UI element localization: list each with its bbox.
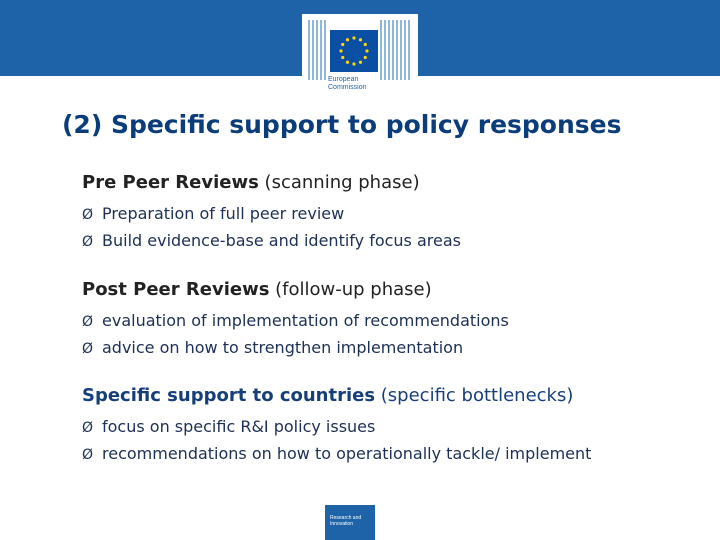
bullet-item <box>82 307 509 334</box>
section-heading <box>82 172 461 193</box>
logo-text-line1: European <box>328 76 359 83</box>
section-heading-rest: (scanning phase) <box>258 172 420 193</box>
logo-text <box>328 76 398 92</box>
eu-star-icon <box>341 56 344 59</box>
eu-star-icon <box>364 43 367 46</box>
bullet-list <box>82 413 591 467</box>
eu-star-icon <box>364 56 367 59</box>
section-heading-rest: (follow-up phase) <box>269 279 432 300</box>
section-heading <box>82 385 591 406</box>
bullet-text: evaluation of implementation of recommendations <box>102 311 509 330</box>
section-heading-bold: Post Peer Reviews <box>82 279 270 300</box>
section-heading <box>82 279 509 300</box>
eu-flag-icon <box>330 30 378 72</box>
section-heading-bold: Specific support to countries <box>82 385 376 406</box>
arrow-bullet-icon: Ø <box>82 420 94 436</box>
logo-stripes-right <box>380 20 412 80</box>
bullet-list <box>82 200 461 254</box>
eu-star-icon <box>359 38 362 41</box>
eu-star-icon <box>352 36 355 39</box>
eu-stars-icon <box>330 30 378 72</box>
research-innovation-tag <box>325 505 375 540</box>
footer-tag-text <box>330 515 361 527</box>
bullet-text: Build evidence-base and identify focus areas <box>102 231 461 250</box>
bullet-item <box>82 334 509 361</box>
bullet-list <box>82 307 509 361</box>
section-pre-peer-reviews <box>82 172 461 254</box>
arrow-bullet-icon: Ø <box>82 234 94 250</box>
eu-star-icon <box>346 38 349 41</box>
arrow-bullet-icon: Ø <box>82 341 94 357</box>
bullet-item <box>82 440 591 467</box>
logo-stripes-left <box>308 20 328 80</box>
eu-star-icon <box>365 49 368 52</box>
section-heading-bold: Pre Peer Reviews <box>82 172 259 193</box>
arrow-bullet-icon: Ø <box>82 447 94 463</box>
bullet-text: advice on how to strengthen implementation <box>102 338 464 357</box>
bullet-text: Preparation of full peer review <box>102 204 345 223</box>
bullet-text: recommendations on how to operationally tackle/ implement <box>102 444 592 463</box>
eu-star-icon <box>352 62 355 65</box>
section-specific-support <box>82 385 591 467</box>
arrow-bullet-icon: Ø <box>82 207 94 223</box>
footer-tag-line1: Research and <box>330 515 362 521</box>
footer-tag-line2: Innovation <box>330 521 354 527</box>
arrow-bullet-icon: Ø <box>82 314 94 330</box>
bullet-text: focus on specific R&I policy issues <box>102 417 376 436</box>
logo-text-line2: Commission <box>328 84 367 91</box>
section-heading-rest: (specific bottlenecks) <box>375 385 574 406</box>
eu-star-icon <box>359 61 362 64</box>
european-commission-logo <box>302 14 418 100</box>
eu-star-icon <box>346 61 349 64</box>
bullet-item <box>82 413 591 440</box>
eu-star-icon <box>339 49 342 52</box>
eu-star-icon <box>341 43 344 46</box>
bullet-item <box>82 200 461 227</box>
slide-title: (2) Specific support to policy responses <box>62 110 622 139</box>
bullet-item <box>82 227 461 254</box>
section-post-peer-reviews <box>82 279 509 361</box>
